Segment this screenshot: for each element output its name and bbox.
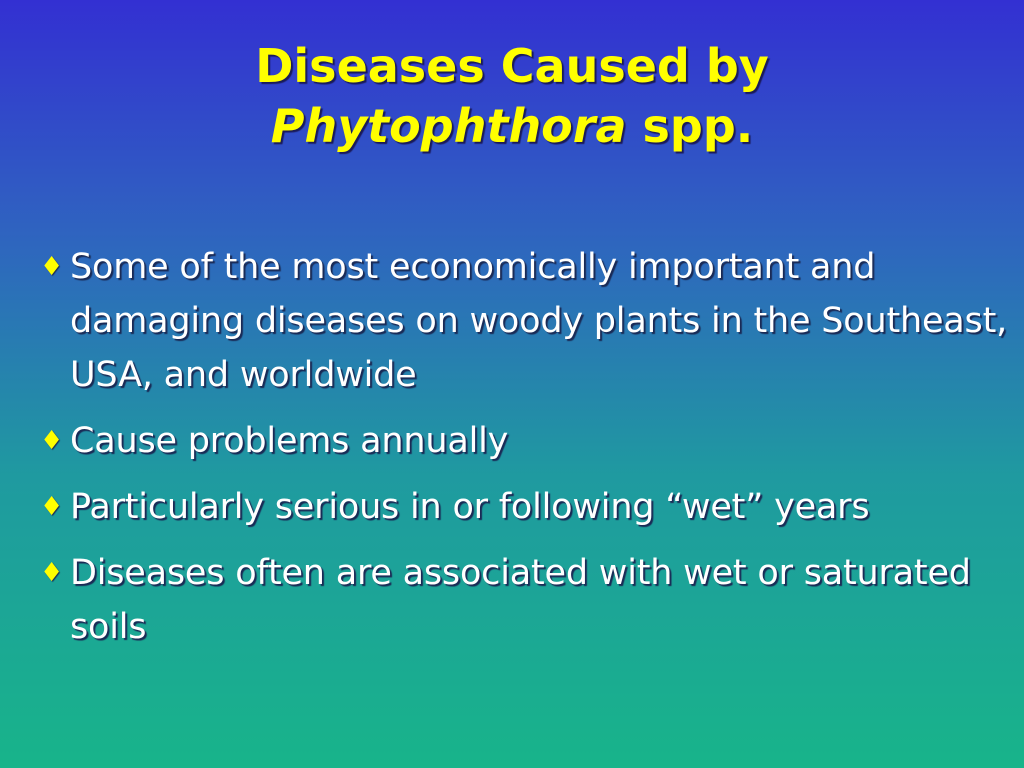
title-suffix: spp. bbox=[626, 99, 754, 153]
bullet-item bbox=[34, 480, 1009, 534]
diamond-bullet-icon: ♦ bbox=[40, 252, 64, 282]
title-genus: Phytophthora bbox=[270, 99, 627, 153]
bullet-list bbox=[34, 240, 1009, 666]
diamond-bullet-icon: ♦ bbox=[40, 558, 64, 588]
bullet-text: Cause problems annually bbox=[70, 421, 509, 461]
diamond-bullet-icon: ♦ bbox=[40, 426, 64, 456]
bullet-text: Particularly serious in or following “wet” years bbox=[70, 487, 870, 527]
slide-title bbox=[0, 36, 1024, 156]
bullet-text: Diseases often are associated with wet or saturated soils bbox=[70, 553, 971, 647]
bullet-item bbox=[34, 546, 1009, 654]
diamond-bullet-icon: ♦ bbox=[40, 492, 64, 522]
bullet-item bbox=[34, 414, 1009, 468]
bullet-text: Some of the most economically important and damaging diseases on woody plants in the Southeast, USA, and worldwide bbox=[70, 247, 1008, 395]
bullet-item bbox=[34, 240, 1009, 402]
title-line-1: Diseases Caused by bbox=[255, 39, 769, 93]
title-line-2 bbox=[0, 96, 1024, 156]
